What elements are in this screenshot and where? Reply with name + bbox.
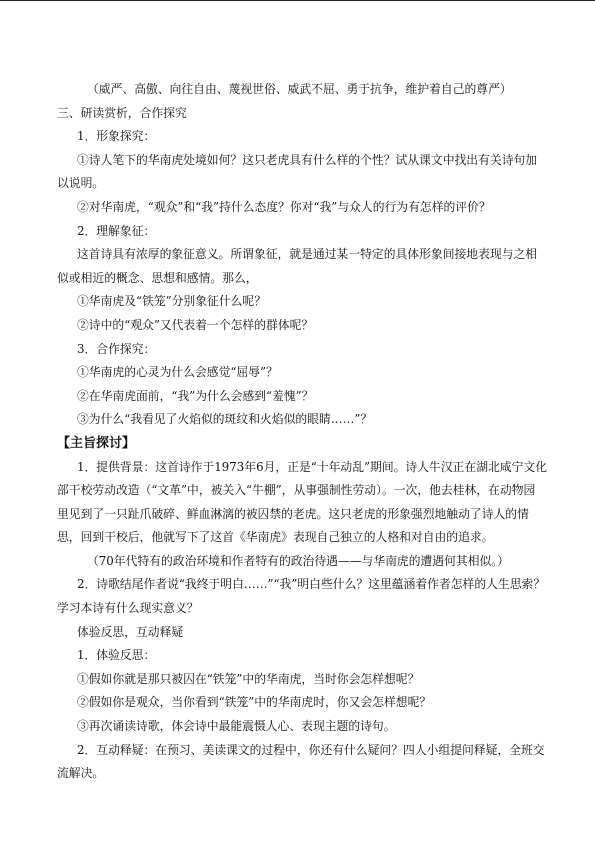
question: ③再次诵读诗歌，体会诗中最能震慑人心、表现主题的诗句。 (77, 719, 396, 734)
subheading: 体验反思，互动释疑 (77, 624, 184, 639)
note: （70年代特有的政治环境和作者特有的政治待遇——与华南虎的遭遇何其相似。） (87, 553, 510, 568)
paragraph: 1．提供背景：这首诗作于1973年6月，正是“十年动乱”期间。诗人牛汉正在湖北咸宁文化部干校劳动改造（“文革”中，被关入“牛棚”，从事强制性劳动）。一次，他去桂林，在动物园里见到了一只趾爪破碎、鲜血淋漓的被囚禁的老虎。这只老虎的形象强烈地触动了诗人的情思，回到干校后，他就写下了这首《华南虎》表现自己独立的人格和对自由的追求。 (57, 459, 547, 545)
answer-note: （威严、高傲、向往自由、蔑视世俗、威武不屈、勇于抗争，维护着自己的尊严） (87, 82, 512, 96)
subheading: 2．理解象征： (77, 223, 156, 238)
question: ①诗人笔下的华南虎处境如何？这只老虎具有什么样的个性？试从课文中找出有关诗句加以说明。 (57, 152, 538, 191)
subheading: 3．合作探究： (77, 341, 156, 356)
paragraph: 2．互动释疑：在预习、美读课文的过程中，你还有什么疑问？四人小组提问释疑，全班交流解决。 (57, 742, 545, 781)
paragraph: 2．诗歌结尾作者说“我终于明白……”“我”明白些什么？这里蕴涵着作者怎样的人生思索？学习本诗有什么现实意义？ (57, 577, 546, 616)
question: ②假如你是观众，当你看到“铁笼”中的华南虎时，你又会怎样想呢？ (77, 695, 432, 710)
question: ③为什么“我看见了火焰似的斑纹和火焰似的眼睛……”？ (77, 412, 373, 427)
question: ②诗中的“观众”又代表着一个怎样的群体呢？ (77, 317, 314, 332)
section-heading: 三、研读赏析，合作探究 (57, 105, 187, 120)
question: ①假如你就是那只被囚在“铁笼”中的华南虎，当时你会怎样想呢？ (77, 671, 420, 686)
question: ②对华南虎，“观众”和“我”持什么态度？你对“我”与众人的行为有怎样的评价？ (77, 199, 491, 214)
section-heading-bold: 【主旨探讨】 (57, 435, 136, 451)
question: ①华南虎及“铁笼”分别象征什么呢？ (77, 294, 267, 309)
question: ①华南虎的心灵为什么会感觉“屈辱”？ (77, 365, 278, 380)
paragraph: 这首诗具有浓厚的象征意义。所谓象征，就是通过某一特定的具体形象间接地表现与之相似或相近的概念、思想和感情。那么， (57, 247, 538, 285)
question: ②在华南虎面前，“我”为什么会感到“羞愧”？ (77, 388, 314, 403)
subheading: 1．形象探究： (77, 129, 156, 144)
subheading: 1．体验反思： (77, 648, 156, 663)
document-body (57, 78, 547, 786)
top-border-line (0, 0, 595, 1)
